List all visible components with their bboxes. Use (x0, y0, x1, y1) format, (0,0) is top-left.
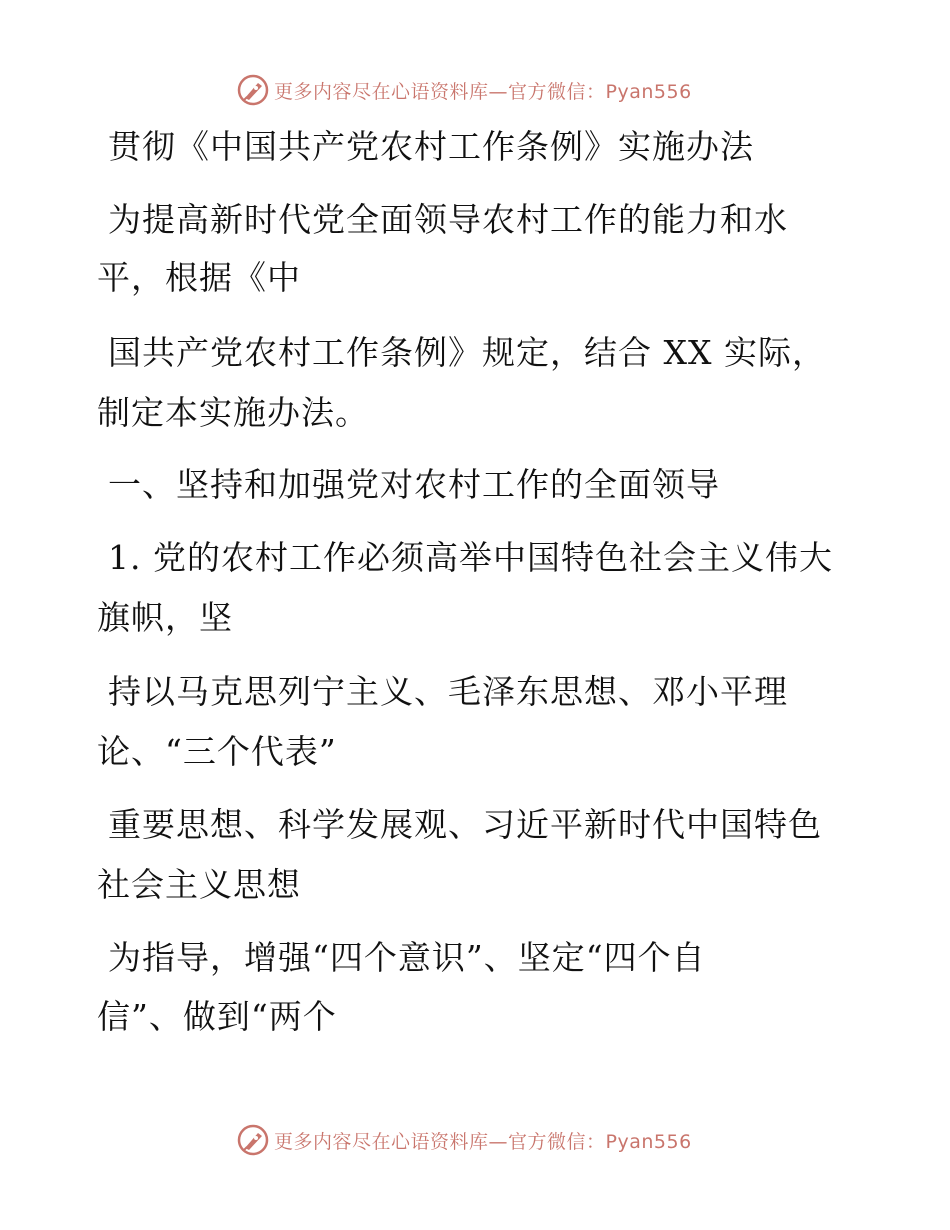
body-line: 旗帜，坚 (97, 598, 233, 637)
header-watermark (236, 70, 692, 110)
watermark-wechat-id: Pyan556 (605, 80, 692, 103)
watermark-text: 更多内容尽在心语资料库—官方微信：Pyan556 (274, 1130, 692, 1153)
body-line: 为提高新时代党全面领导农村工作的能力和水 (108, 200, 788, 239)
pen-nib-logo-icon (236, 73, 270, 107)
body-line: 制定本实施办法。 (97, 393, 369, 432)
body-line: 信”、做到“两个 (97, 997, 337, 1036)
footer-watermark (236, 1120, 692, 1160)
body-line: 国共产党农村工作条例》规定，结合 XX 实际， (108, 333, 826, 372)
watermark-text: 更多内容尽在心语资料库—官方微信：Pyan556 (274, 80, 692, 103)
section-heading: 一、坚持和加强党对农村工作的全面领导 (108, 465, 720, 504)
body-line: 1. 党的农村工作必须高举中国特色社会主义伟大 (108, 538, 833, 577)
body-line: 平，根据《中 (97, 258, 301, 297)
body-line: 重要思想、科学发展观、习近平新时代中国特色 (108, 805, 822, 844)
pen-nib-logo-icon (236, 1123, 270, 1157)
body-line: 论、“三个代表” (97, 732, 337, 771)
body-line: 为指导，增强“四个意识”、坚定“四个自 (108, 938, 706, 977)
document-title: 贯彻《中国共产党农村工作条例》实施办法 (108, 127, 754, 166)
body-line: 持以马克思列宁主义、毛泽东思想、邓小平理 (108, 672, 788, 711)
watermark-wechat-id: Pyan556 (605, 1130, 692, 1153)
body-line: 社会主义思想 (97, 865, 301, 904)
